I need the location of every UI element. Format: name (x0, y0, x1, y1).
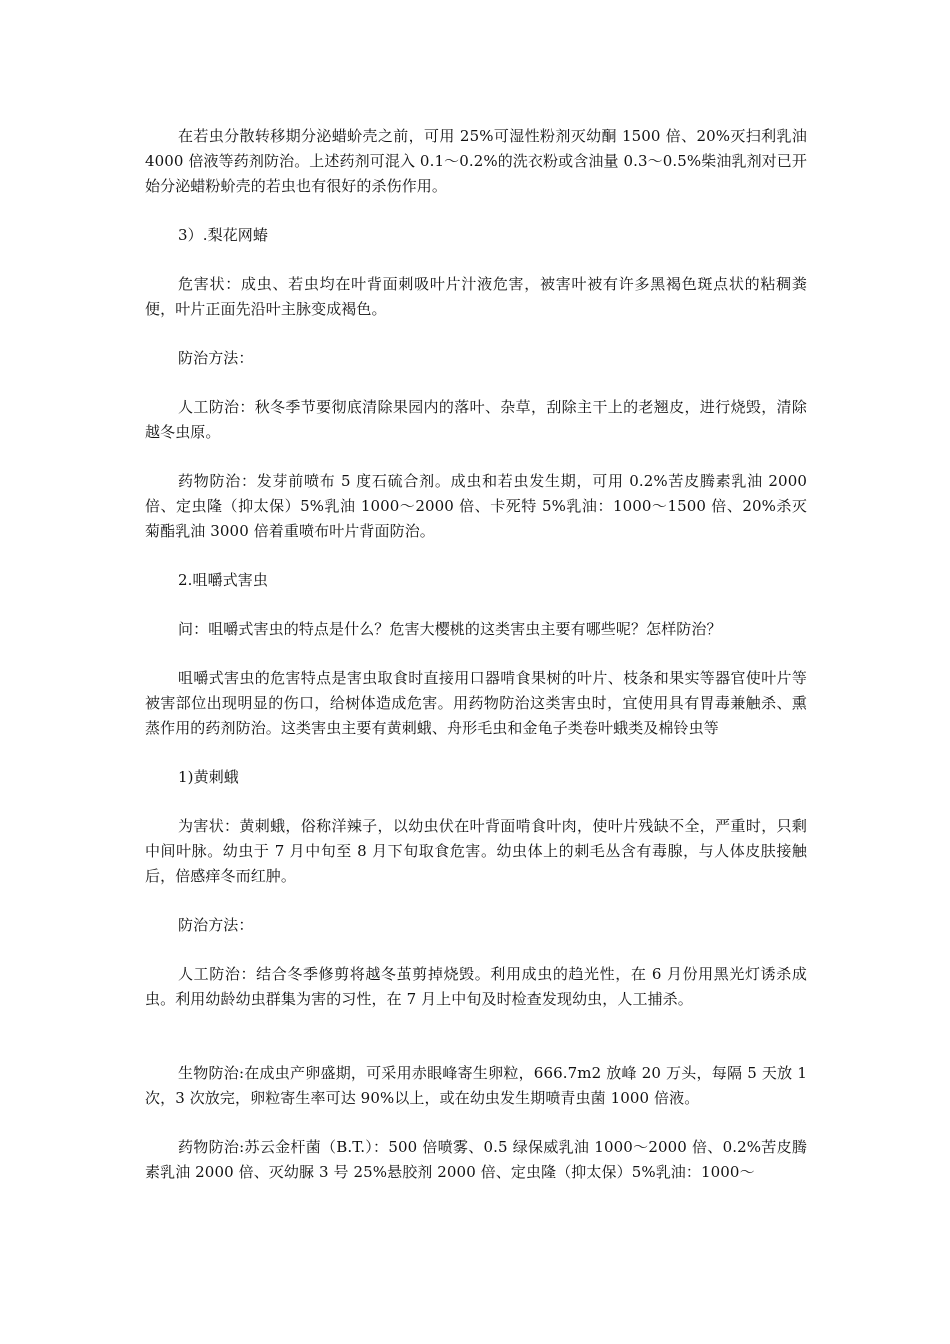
paragraph-chemical-control-2: 药物防治:苏云金杆菌（B.T.）：500 倍喷雾、0.5 绿保威乳油 1000～2000 倍、0.2%苦皮腾素乳油 2000 倍、灭幼脲 3 号 25%悬胶剂 2000 倍、定虫隆（抑太保）5%乳油：1000～ (145, 1138, 807, 1181)
paragraph-scale-insect-control: 在若虫分散转移期分泌蜡蚧壳之前，可用 25%可湿性粉剂灭幼酮 1500 倍、20%灭扫利乳油 4000 倍液等药剂防治。上述药剂可混入 0.1～0.2%的洗衣粉或含油量 0.3～0.5%柴油乳剂对已开始分泌蜡粉蚧壳的若虫也有很好的杀伤作用。 (145, 127, 807, 195)
paragraph-manual-control-2: 人工防治：结合冬季修剪将越冬茧剪掉烧毁。利用成虫的趋光性，在 6 月份用黑光灯诱杀成虫。利用幼龄幼虫群集为害的习性，在 7 月上中旬及时检查发现幼虫，人工捕杀。 (145, 965, 807, 1008)
heading-pear-lace-bug: 3）.梨花网蝽 (178, 226, 269, 244)
paragraph-chewing-pest-features: 咀嚼式害虫的危害特点是害虫取食时直接用口器啃食果树的叶片、枝条和果实等器官使叶片等被害部位出现明显的伤口，给树体造成危害。用药物防治这类害虫时，宜使用具有胃毒兼触杀、熏蒸作用的药剂防治。这类害虫主要有黄刺蛾、舟形毛虫和金龟子类卷叶蛾类及棉铃虫等 (145, 669, 807, 737)
paragraph-yellow-moth-damage: 为害状：黄刺蛾，俗称洋辣子，以幼虫伏在叶背面啃食叶肉，使叶片残缺不全，严重时，只剩中间叶脉。幼虫于 7 月中旬至 8 月下旬取食危害。幼虫体上的刺毛丛含有毒腺，与人体皮肤接触后，倍感痒冬而红肿。 (145, 817, 807, 885)
paragraph-manual-control: 人工防治：秋冬季节要彻底清除果园内的落叶、杂草，刮除主干上的老翘皮，进行烧毁，清除越冬虫原。 (145, 398, 807, 441)
heading-chewing-pests: 2.咀嚼式害虫 (178, 571, 269, 589)
paragraph-biological-control: 生物防治:在成虫产卵盛期，可采用赤眼峰寄生卵粒，666.7m2 放峰 20 万头，每隔 5 天放 1 次，3 次放完，卵粒寄生率可达 90%以上，或在幼虫发生期喷青虫菌 1000 倍液。 (145, 1064, 807, 1107)
paragraph-chemical-control: 药物防治：发芽前喷布 5 度石硫合剂。成虫和若虫发生期，可用 0.2%苦皮腾素乳油 2000 倍、定虫隆（抑太保）5%乳油 1000～2000 倍、卡死特 5%乳油：1000～1500 倍、20%杀灭菊酯乳油 3000 倍着重喷布叶片背面防治。 (145, 472, 807, 540)
heading-control-methods-2: 防治方法： (178, 916, 254, 934)
paragraph-question: 问：咀嚼式害虫的特点是什么？危害大樱桃的这类害虫主要有哪些呢？怎样防治？ (178, 620, 722, 638)
document-body (145, 124, 807, 1185)
heading-yellow-moth: 1)黄刺蛾 (178, 768, 239, 786)
heading-control-methods: 防治方法： (178, 349, 254, 367)
paragraph-lace-bug-damage: 危害状：成虫、若虫均在叶背面刺吸叶片汁液危害，被害叶被有许多黑褐色斑点状的粘稠粪便，叶片正面先沿叶主脉变成褐色。 (145, 275, 807, 318)
